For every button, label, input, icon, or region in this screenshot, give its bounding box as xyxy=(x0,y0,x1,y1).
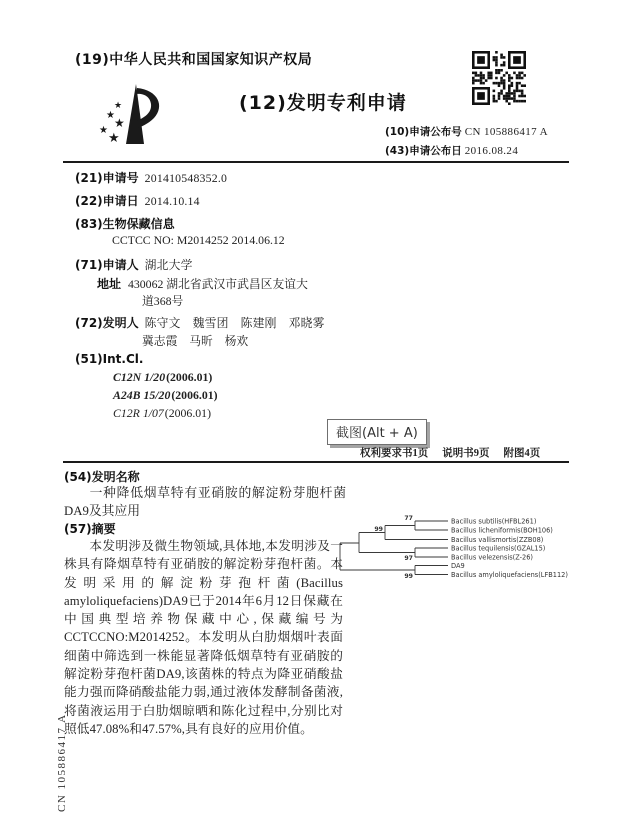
header-divider xyxy=(63,161,569,163)
application-number-value: 201410548352.0 xyxy=(144,171,228,185)
publication-number-value: CN 105886417 A xyxy=(464,126,548,138)
svg-text:★: ★ xyxy=(99,125,108,136)
publication-number-label: (10)申请公布号 xyxy=(385,126,462,138)
tree-leaf-label: Bacillus vallismortis(ZZB08) xyxy=(451,535,544,544)
svg-text:★: ★ xyxy=(114,116,125,130)
inventors-line1: 陈守文 魏雪团 陈建刚 邓晓雾 xyxy=(144,316,325,330)
publication-date-label: (43)申请公布日 xyxy=(385,145,462,157)
address-row xyxy=(97,275,308,292)
intcl-label: (51)Int.Cl. xyxy=(75,352,144,366)
page-counts-line xyxy=(360,445,540,460)
screenshot-hotkey-tooltip: 截图(Alt + A) xyxy=(327,419,427,445)
address-label: 地址 xyxy=(97,277,122,291)
address-line2: 道368号 xyxy=(142,294,184,308)
bio-deposit-label: (83)生物保藏信息 xyxy=(75,217,175,231)
intcl-code-2: A24B 15/20 xyxy=(113,388,171,402)
application-number-row xyxy=(75,169,227,186)
tree-leaf-label: Bacillus subtilis(HFBL261) xyxy=(451,517,537,526)
tree-bootstrap-value: 77 xyxy=(404,515,413,522)
applicant-value: 湖北大学 xyxy=(144,258,193,272)
phylogenetic-tree-figure xyxy=(338,498,578,588)
claims-page-count: 权利要求书1页 xyxy=(360,448,429,459)
bio-deposit-label-row xyxy=(75,215,175,232)
applicant-label: (71)申请人 xyxy=(75,258,139,272)
tree-bootstrap-value: 99 xyxy=(404,573,413,580)
figures-page-count: 附图4页 xyxy=(503,448,541,459)
publication-date-value: 2016.08.24 xyxy=(464,145,519,157)
tree-leaf-label: DA9 xyxy=(451,561,465,570)
inventors-row xyxy=(75,314,325,331)
intcl-ver-1: (2006.01) xyxy=(166,370,213,384)
cnipa-logo-icon xyxy=(92,82,170,158)
biblio-divider xyxy=(63,461,569,463)
tree-leaf-label: Bacillus licheniformis(BOH106) xyxy=(451,526,553,535)
tree-bootstrap-value: 99 xyxy=(374,526,383,533)
intcl-ver-3: (2006.01) xyxy=(164,406,211,420)
bio-deposit-value: CCTCC NO: M2014252 2014.06.12 xyxy=(112,233,285,247)
svg-text:★: ★ xyxy=(114,100,123,110)
patent-office-title: (19)中华人民共和国国家知识产权局 xyxy=(75,52,313,68)
publication-number-row xyxy=(385,124,548,139)
tree-leaf-label: Bacillus tequilensis(GZAL15) xyxy=(451,544,546,553)
tree-bootstrap-value: 97 xyxy=(404,555,413,562)
intcl-entry-3 xyxy=(113,406,211,421)
inventors-label: (72)发明人 xyxy=(75,316,139,330)
intcl-code-3: C12R 1/07 xyxy=(113,406,164,420)
intcl-entry-2 xyxy=(113,388,218,403)
abstract-text: 本发明涉及微生物领域,具体地,本发明涉及一株具有降烟草特有亚硝胺的解淀粉芽孢杆菌。本发明采用的解淀粉芽孢杆菌(Bacillus amyloliquefaciens)DA9已于2014年6月12日保藏在中国典型培养物保藏中心,保藏编号为CCTCCNO:M2014252。本发明从白肋烟烟叶表面细菌中筛选到一株能显著降低烟草特有亚硝胺的解淀粉芽孢杆菌DA9,该菌株的特点为降亚硝酸盐能力强而降硝酸盐能力弱,通过液体发酵制备菌液,将菌液运用于白肋烟晾晒和陈化过程中,分别比对照低47.08%和47.57%,具有良好的应用价值。 xyxy=(64,539,343,736)
invention-title-text: 一种降低烟草特有亚硝胺的解淀粉芽胞杆菌DA9及其应用 xyxy=(64,486,346,518)
publication-date-row xyxy=(385,143,518,158)
svg-text:★: ★ xyxy=(106,110,115,121)
tree-leaf-label: Bacillus velezensis(Z-26) xyxy=(451,553,533,562)
applicant-row xyxy=(75,256,193,273)
side-publication-code: CN 105886417 A xyxy=(56,713,68,812)
address-line1: 430062 湖北省武汉市武昌区友谊大 xyxy=(127,277,308,291)
intcl-entry-1 xyxy=(113,370,212,385)
application-date-row xyxy=(75,192,200,209)
inventors-line2: 冀志霞 马昕 杨欢 xyxy=(142,334,249,348)
intcl-label-row xyxy=(75,352,143,367)
tree-leaf-label: Bacillus amyloliquefaciens(LFB112) xyxy=(451,570,568,579)
application-date-value: 2014.10.14 xyxy=(144,194,200,208)
document-type-title: (12)发明专利申请 xyxy=(239,92,407,114)
qr-code xyxy=(472,50,526,106)
invention-title-label: (54)发明名称 xyxy=(64,470,140,484)
application-number-label: (21)申请号 xyxy=(75,171,139,185)
application-date-label: (22)申请日 xyxy=(75,194,139,208)
tree-branches xyxy=(340,521,448,575)
description-page-count: 说明书9页 xyxy=(442,448,490,459)
svg-text:★: ★ xyxy=(108,130,120,145)
intcl-code-1: C12N 1/20 xyxy=(113,370,166,384)
intcl-ver-2: (2006.01) xyxy=(171,388,218,402)
abstract-label: (57)摘要 xyxy=(64,522,116,536)
